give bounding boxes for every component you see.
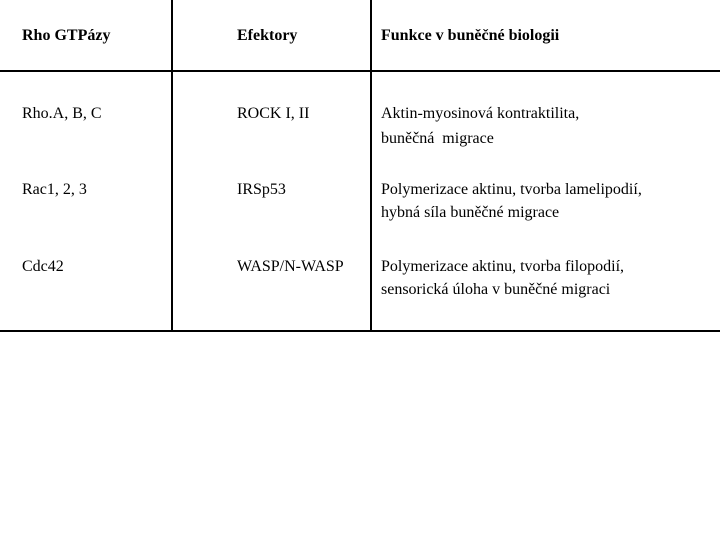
column-divider-2: [370, 0, 372, 332]
column-divider-1: [171, 0, 173, 332]
row-2-function-line-2: hybná síla buněčné migrace: [381, 204, 560, 221]
row-1-function-line-1: Aktin-myosinová kontraktilita,: [381, 105, 580, 122]
header-divider: [0, 70, 720, 72]
row-2-gtpase: Rac1, 2, 3: [22, 181, 87, 198]
row-2-effector: IRSp53: [237, 181, 286, 198]
row-1-effector: ROCK I, II: [237, 105, 310, 122]
header-effector: Efektory: [237, 27, 298, 44]
table-bottom-border: [0, 330, 720, 332]
row-3-gtpase: Cdc42: [22, 258, 64, 275]
header-gtpase: Rho GTPázy: [22, 27, 111, 44]
row-3-function-line-1: Polymerizace aktinu, tvorba filopodií,: [381, 258, 625, 275]
row-3-effector: WASP/N-WASP: [237, 258, 344, 275]
header-function: Funkce v buněčné biologii: [381, 27, 560, 44]
row-2-function-line-1: Polymerizace aktinu, tvorba lamelipodií,: [381, 181, 642, 198]
row-3-function-line-2: sensorická úloha v buněčné migraci: [381, 281, 611, 298]
row-1-gtpase: Rho.A, B, C: [22, 105, 102, 122]
row-1-function-line-2: buněčná migrace: [381, 130, 494, 147]
